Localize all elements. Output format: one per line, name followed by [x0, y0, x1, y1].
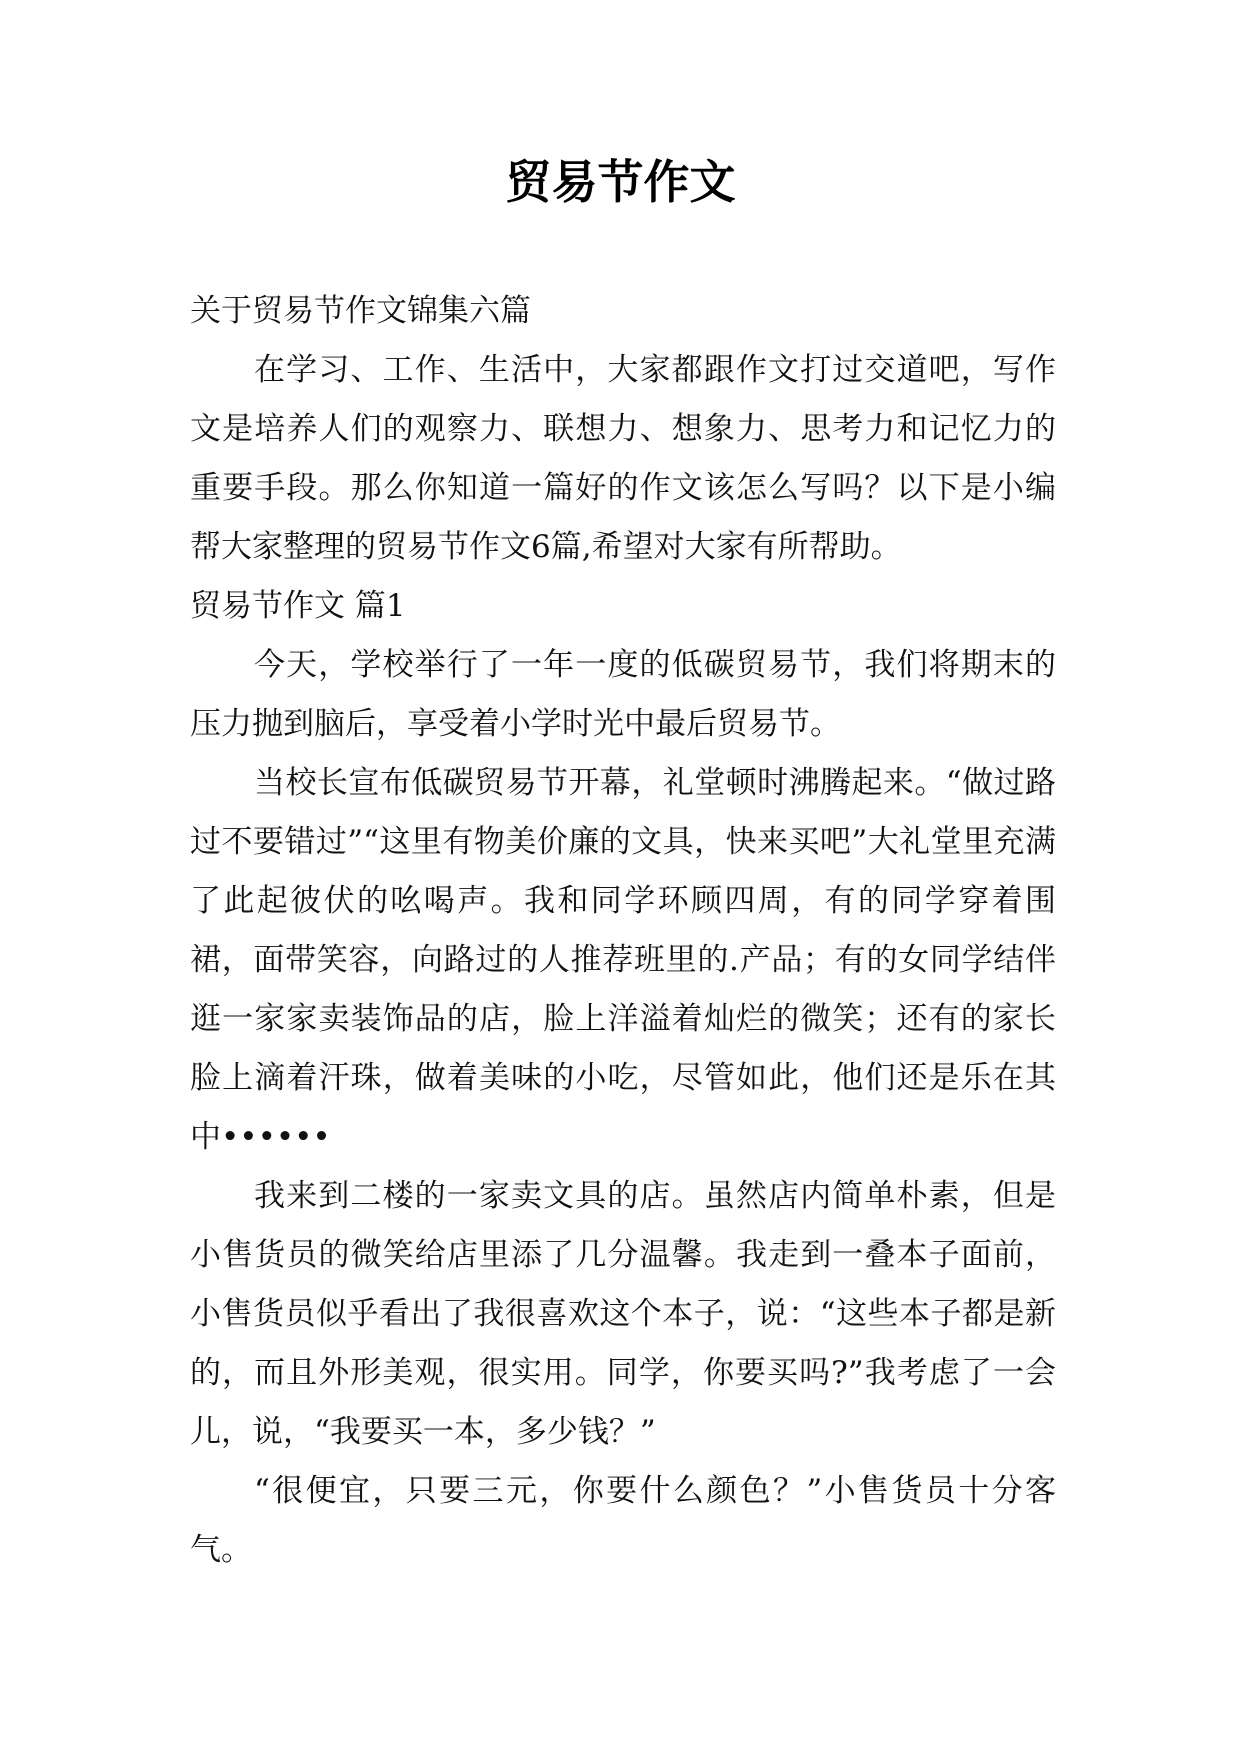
paragraph: 在学习、工作、生活中，大家都跟作文打过交道吧，写作文是培养人们的观察力、联想力、想象力、思考力和记忆力的重要手段。那么你知道一篇好的作文该怎么写吗？以下是小编帮大家整理的贸易节作文6篇,希望对大家有所帮助。 [190, 352, 1056, 565]
paragraph: 今天，学校举行了一年一度的低碳贸易节，我们将期末的压力抛到脑后，享受着小学时光中最后贸易节。 [190, 647, 1056, 742]
paragraph: “很便宜，只要三元，你要什么颜色？”小售货员十分客气。 [190, 1473, 1056, 1568]
document-body [190, 282, 1056, 1580]
page-title: 贸易节作文 [505, 155, 736, 209]
paragraph: 当校长宣布低碳贸易节开幕，礼堂顿时沸腾起来。“做过路过不要错过”“这里有物美价廉的文具，快来买吧”大礼堂里充满了此起彼伏的吆喝声。我和同学环顾四周，有的同学穿着围裙，面带笑容，向路过的人推荐班里的.产品；有的女同学结伴逛一家家卖装饰品的店，脸上洋溢着灿烂的微笑；还有的家长脸上滴着汗珠，做着美味的小吃，尽管如此，他们还是乐在其中•••••• [190, 765, 1056, 1155]
paragraph: 贸易节作文 篇1 [190, 588, 406, 624]
paragraph: 我来到二楼的一家卖文具的店。虽然店内简单朴素，但是小售货员的微笑给店里添了几分温馨。我走到一叠本子面前，小售货员似乎看出了我很喜欢这个本子，说：“这些本子都是新的，而且外形美观，很实用。同学，你要买吗?”我考虑了一会儿，说，“我要买一本，多少钱？” [190, 1178, 1056, 1450]
paragraph: 关于贸易节作文锦集六篇 [190, 293, 531, 329]
